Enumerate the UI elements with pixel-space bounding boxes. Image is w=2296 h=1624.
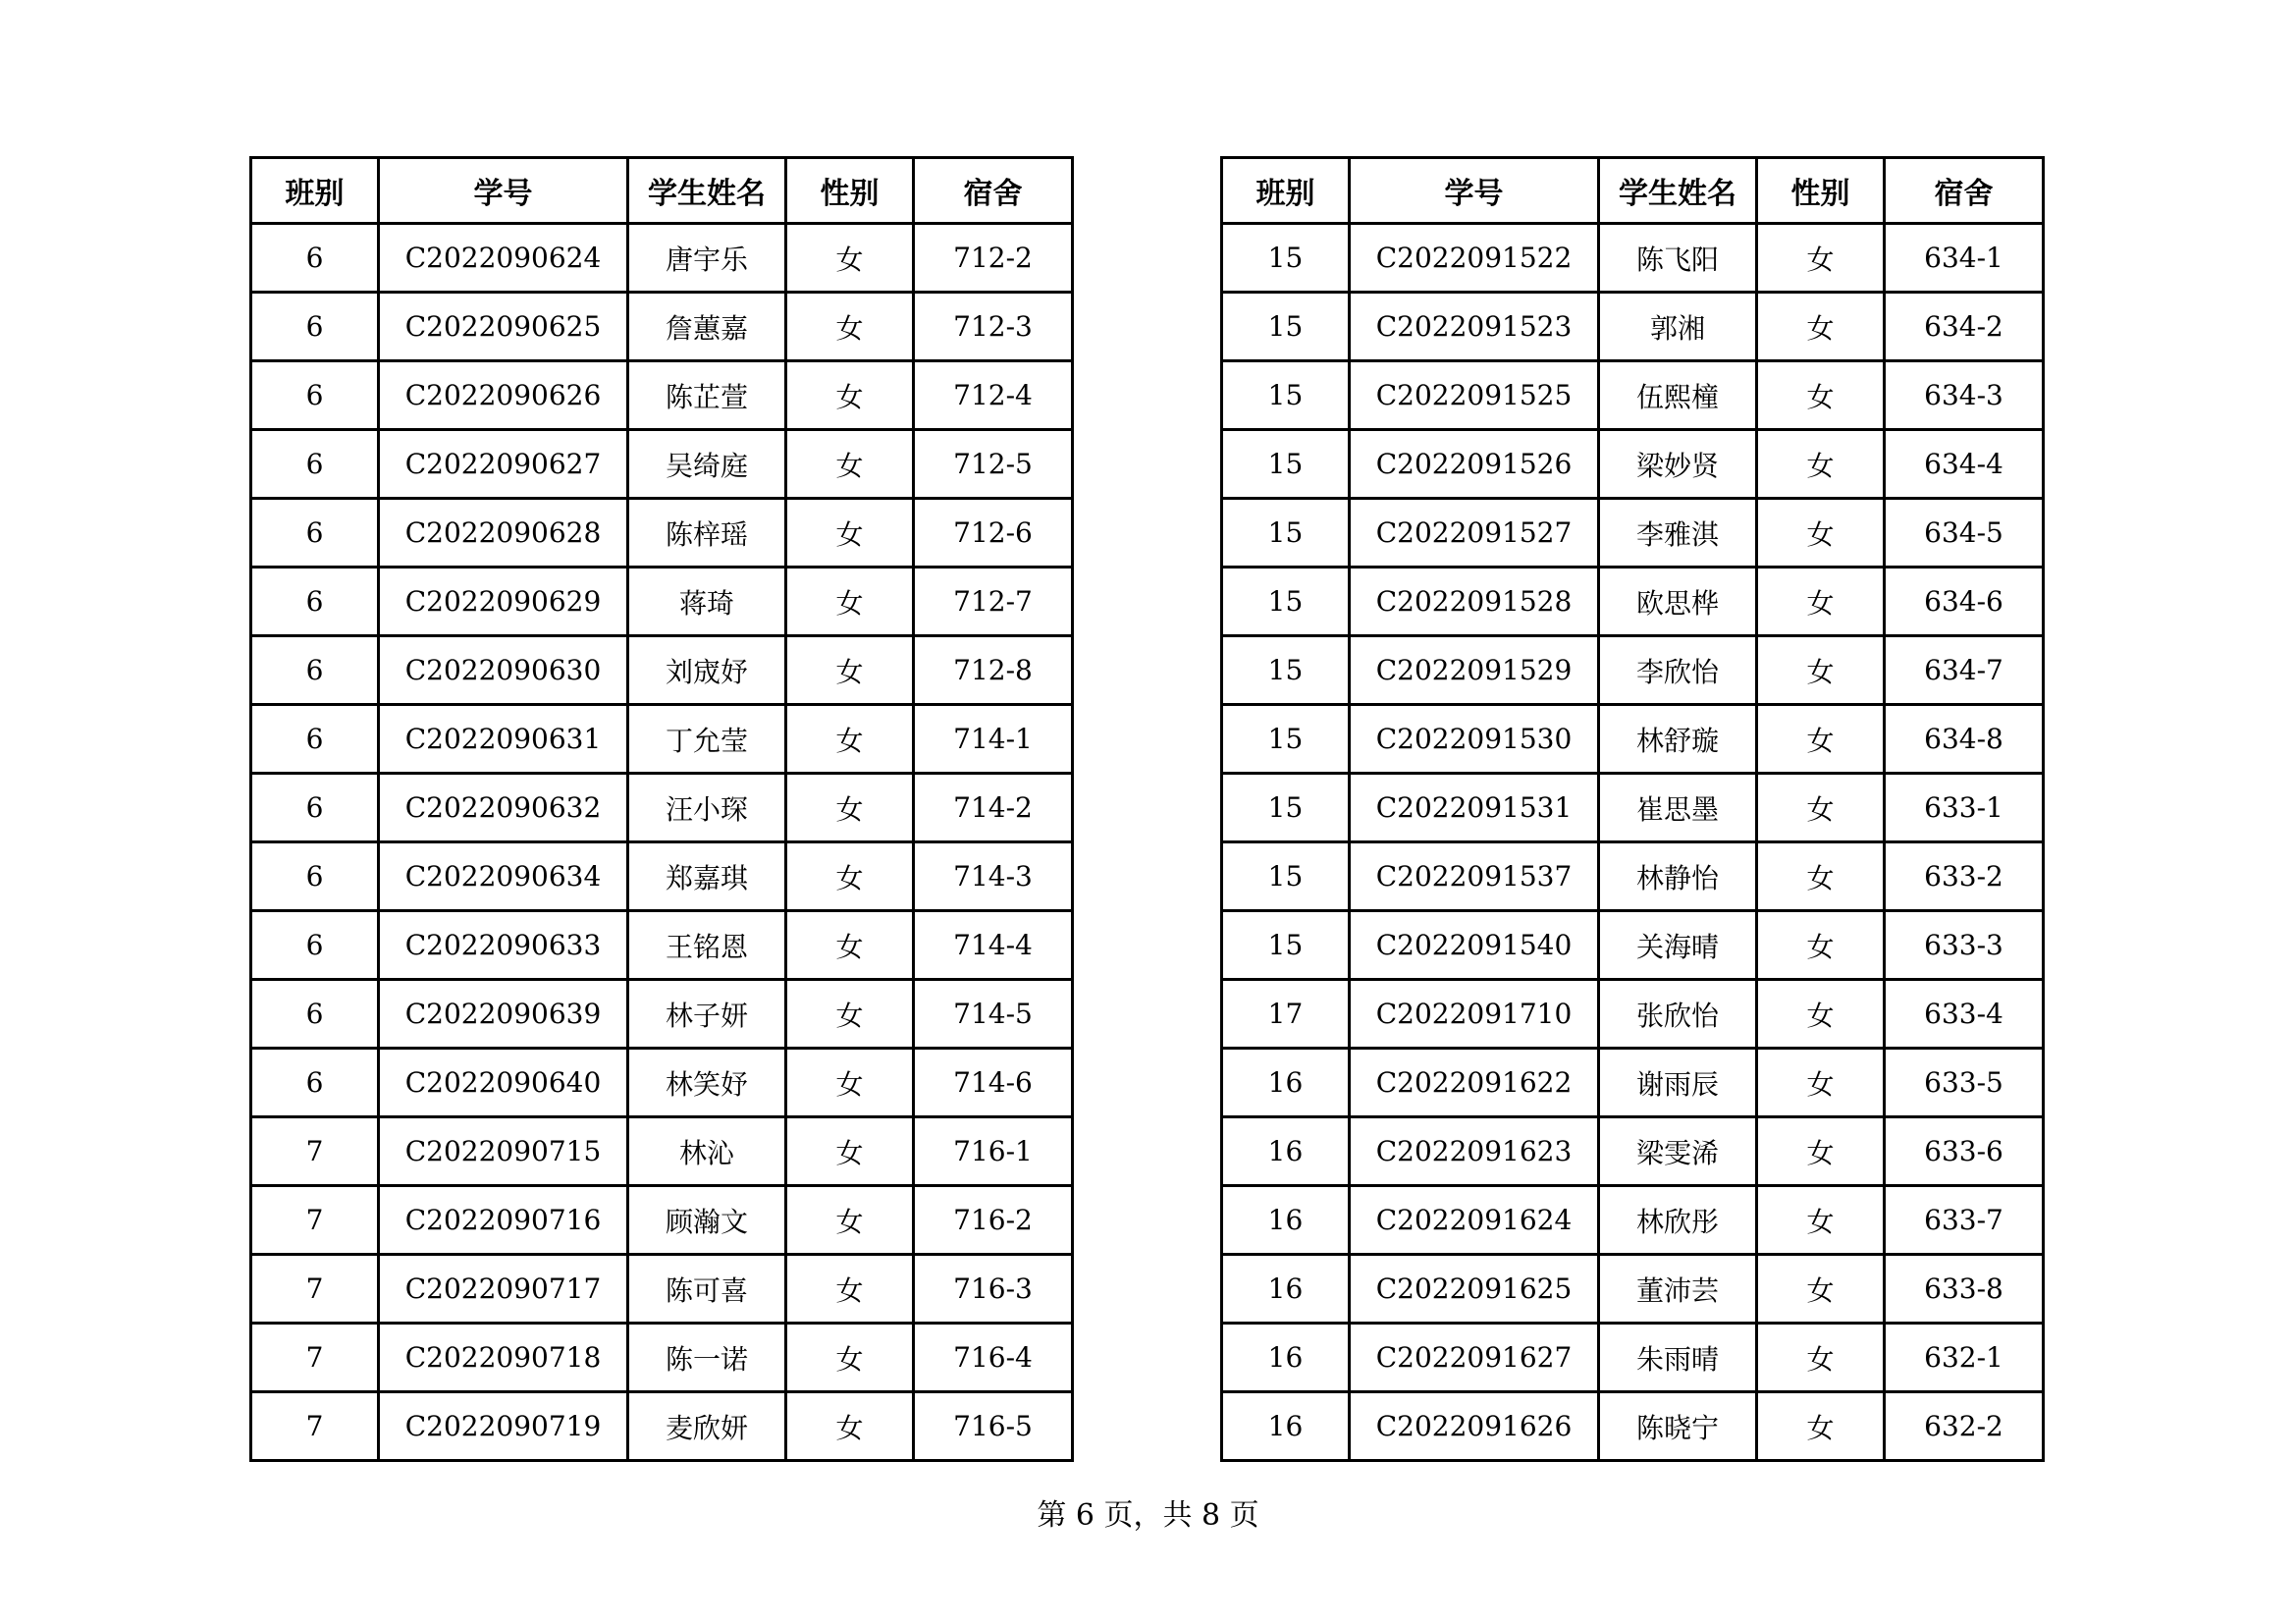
cell-class: 15 bbox=[1222, 911, 1350, 980]
cell-name: 朱雨晴 bbox=[1599, 1324, 1757, 1392]
table-row bbox=[1222, 430, 2044, 499]
cell-dorm: 716-4 bbox=[914, 1324, 1073, 1392]
cell-class: 16 bbox=[1222, 1255, 1350, 1324]
cell-gender: 女 bbox=[1757, 293, 1885, 361]
header-class: 班别 bbox=[1222, 158, 1350, 224]
table-row bbox=[1222, 774, 2044, 842]
cell-student-id: C2022090627 bbox=[379, 430, 628, 499]
cell-student-id: C2022091530 bbox=[1350, 705, 1599, 774]
cell-dorm: 712-2 bbox=[914, 224, 1073, 293]
cell-dorm: 714-5 bbox=[914, 980, 1073, 1049]
cell-class: 6 bbox=[251, 1049, 379, 1117]
cell-student-id: C2022090624 bbox=[379, 224, 628, 293]
cell-name: 崔思墨 bbox=[1599, 774, 1757, 842]
cell-name: 麦欣妍 bbox=[628, 1392, 786, 1461]
cell-class: 16 bbox=[1222, 1186, 1350, 1255]
cell-student-id: C2022091624 bbox=[1350, 1186, 1599, 1255]
cell-gender: 女 bbox=[786, 293, 914, 361]
table-row bbox=[1222, 568, 2044, 636]
cell-class: 15 bbox=[1222, 636, 1350, 705]
cell-student-id: C2022091622 bbox=[1350, 1049, 1599, 1117]
cell-class: 15 bbox=[1222, 705, 1350, 774]
table-row bbox=[1222, 636, 2044, 705]
cell-name: 王铭恩 bbox=[628, 911, 786, 980]
cell-class: 6 bbox=[251, 636, 379, 705]
cell-name: 李欣怡 bbox=[1599, 636, 1757, 705]
cell-class: 6 bbox=[251, 224, 379, 293]
cell-class: 15 bbox=[1222, 430, 1350, 499]
table-row bbox=[251, 361, 1073, 430]
cell-name: 林舒璇 bbox=[1599, 705, 1757, 774]
cell-student-id: C2022090634 bbox=[379, 842, 628, 911]
cell-dorm: 712-5 bbox=[914, 430, 1073, 499]
cell-dorm: 633-1 bbox=[1885, 774, 2044, 842]
cell-name: 陈一诺 bbox=[628, 1324, 786, 1392]
cell-gender: 女 bbox=[786, 911, 914, 980]
table-row bbox=[1222, 911, 2044, 980]
cell-dorm: 633-8 bbox=[1885, 1255, 2044, 1324]
cell-gender: 女 bbox=[786, 1186, 914, 1255]
cell-student-id: C2022091522 bbox=[1350, 224, 1599, 293]
cell-student-id: C2022090626 bbox=[379, 361, 628, 430]
cell-dorm: 633-2 bbox=[1885, 842, 2044, 911]
cell-dorm: 712-7 bbox=[914, 568, 1073, 636]
cell-class: 7 bbox=[251, 1255, 379, 1324]
cell-gender: 女 bbox=[786, 774, 914, 842]
table-row bbox=[251, 430, 1073, 499]
header-gender: 性别 bbox=[786, 158, 914, 224]
cell-student-id: C2022090625 bbox=[379, 293, 628, 361]
cell-name: 欧思桦 bbox=[1599, 568, 1757, 636]
cell-student-id: C2022090716 bbox=[379, 1186, 628, 1255]
cell-dorm: 712-3 bbox=[914, 293, 1073, 361]
cell-name: 谢雨辰 bbox=[1599, 1049, 1757, 1117]
cell-dorm: 634-6 bbox=[1885, 568, 2044, 636]
cell-student-id: C2022091527 bbox=[1350, 499, 1599, 568]
cell-class: 6 bbox=[251, 842, 379, 911]
cell-dorm: 716-2 bbox=[914, 1186, 1073, 1255]
table-row bbox=[1222, 1186, 2044, 1255]
cell-class: 6 bbox=[251, 499, 379, 568]
cell-gender: 女 bbox=[1757, 499, 1885, 568]
table-row bbox=[1222, 1255, 2044, 1324]
cell-name: 吴绮庭 bbox=[628, 430, 786, 499]
table-row bbox=[251, 705, 1073, 774]
cell-class: 6 bbox=[251, 568, 379, 636]
cell-student-id: C2022091710 bbox=[1350, 980, 1599, 1049]
right-roster-table bbox=[1220, 156, 2045, 1462]
table-row bbox=[251, 1324, 1073, 1392]
table-header-row bbox=[251, 158, 1073, 224]
cell-student-id: C2022091623 bbox=[1350, 1117, 1599, 1186]
cell-gender: 女 bbox=[1757, 1255, 1885, 1324]
cell-class: 6 bbox=[251, 774, 379, 842]
cell-class: 6 bbox=[251, 293, 379, 361]
cell-dorm: 634-8 bbox=[1885, 705, 2044, 774]
page-footer: 第 6 页，共 8 页 bbox=[1037, 1498, 1259, 1533]
cell-name: 陈芷萱 bbox=[628, 361, 786, 430]
table-row bbox=[251, 980, 1073, 1049]
cell-class: 15 bbox=[1222, 293, 1350, 361]
cell-gender: 女 bbox=[1757, 911, 1885, 980]
header-dorm: 宿舍 bbox=[914, 158, 1073, 224]
cell-student-id: C2022090717 bbox=[379, 1255, 628, 1324]
cell-class: 15 bbox=[1222, 774, 1350, 842]
cell-student-id: C2022090639 bbox=[379, 980, 628, 1049]
cell-student-id: C2022090640 bbox=[379, 1049, 628, 1117]
cell-student-id: C2022090633 bbox=[379, 911, 628, 980]
cell-dorm: 633-7 bbox=[1885, 1186, 2044, 1255]
table-header-row bbox=[1222, 158, 2044, 224]
cell-class: 6 bbox=[251, 361, 379, 430]
cell-dorm: 714-4 bbox=[914, 911, 1073, 980]
cell-dorm: 634-4 bbox=[1885, 430, 2044, 499]
cell-gender: 女 bbox=[1757, 1049, 1885, 1117]
header-gender: 性别 bbox=[1757, 158, 1885, 224]
table-row bbox=[1222, 1324, 2044, 1392]
cell-gender: 女 bbox=[1757, 636, 1885, 705]
cell-gender: 女 bbox=[786, 1255, 914, 1324]
cell-gender: 女 bbox=[786, 361, 914, 430]
cell-student-id: C2022091540 bbox=[1350, 911, 1599, 980]
cell-name: 陈梓瑶 bbox=[628, 499, 786, 568]
cell-dorm: 716-1 bbox=[914, 1117, 1073, 1186]
cell-student-id: C2022090715 bbox=[379, 1117, 628, 1186]
cell-student-id: C2022091626 bbox=[1350, 1392, 1599, 1461]
cell-name: 陈晓宁 bbox=[1599, 1392, 1757, 1461]
cell-gender: 女 bbox=[786, 705, 914, 774]
cell-dorm: 634-5 bbox=[1885, 499, 2044, 568]
table-row bbox=[251, 911, 1073, 980]
table-row bbox=[1222, 1117, 2044, 1186]
cell-name: 丁允莹 bbox=[628, 705, 786, 774]
cell-class: 6 bbox=[251, 705, 379, 774]
cell-dorm: 634-7 bbox=[1885, 636, 2044, 705]
header-student-id: 学号 bbox=[1350, 158, 1599, 224]
cell-name: 林欣彤 bbox=[1599, 1186, 1757, 1255]
cell-gender: 女 bbox=[1757, 224, 1885, 293]
cell-dorm: 716-5 bbox=[914, 1392, 1073, 1461]
table-row bbox=[251, 636, 1073, 705]
cell-class: 16 bbox=[1222, 1392, 1350, 1461]
table-row bbox=[1222, 980, 2044, 1049]
table-row bbox=[1222, 293, 2044, 361]
cell-class: 15 bbox=[1222, 499, 1350, 568]
table-row bbox=[1222, 842, 2044, 911]
cell-dorm: 633-4 bbox=[1885, 980, 2044, 1049]
cell-dorm: 714-1 bbox=[914, 705, 1073, 774]
table-row bbox=[1222, 1049, 2044, 1117]
table-row bbox=[251, 1186, 1073, 1255]
cell-student-id: C2022091625 bbox=[1350, 1255, 1599, 1324]
cell-name: 董沛芸 bbox=[1599, 1255, 1757, 1324]
cell-student-id: C2022090630 bbox=[379, 636, 628, 705]
table-row bbox=[251, 1049, 1073, 1117]
cell-student-id: C2022090629 bbox=[379, 568, 628, 636]
cell-gender: 女 bbox=[1757, 568, 1885, 636]
cell-name: 梁妙贤 bbox=[1599, 430, 1757, 499]
cell-class: 15 bbox=[1222, 842, 1350, 911]
cell-dorm: 633-6 bbox=[1885, 1117, 2044, 1186]
cell-student-id: C2022091528 bbox=[1350, 568, 1599, 636]
cell-gender: 女 bbox=[786, 1117, 914, 1186]
cell-class: 16 bbox=[1222, 1117, 1350, 1186]
cell-student-id: C2022091523 bbox=[1350, 293, 1599, 361]
cell-gender: 女 bbox=[1757, 1324, 1885, 1392]
cell-name: 陈飞阳 bbox=[1599, 224, 1757, 293]
header-name: 学生姓名 bbox=[1599, 158, 1757, 224]
cell-gender: 女 bbox=[1757, 1186, 1885, 1255]
cell-student-id: C2022091531 bbox=[1350, 774, 1599, 842]
header-dorm: 宿舍 bbox=[1885, 158, 2044, 224]
cell-gender: 女 bbox=[786, 842, 914, 911]
cell-class: 15 bbox=[1222, 224, 1350, 293]
cell-student-id: C2022090632 bbox=[379, 774, 628, 842]
cell-gender: 女 bbox=[786, 1049, 914, 1117]
cell-dorm: 712-6 bbox=[914, 499, 1073, 568]
cell-gender: 女 bbox=[786, 224, 914, 293]
cell-gender: 女 bbox=[1757, 705, 1885, 774]
cell-name: 汪小琛 bbox=[628, 774, 786, 842]
cell-gender: 女 bbox=[1757, 980, 1885, 1049]
cell-class: 15 bbox=[1222, 568, 1350, 636]
cell-name: 詹蕙嘉 bbox=[628, 293, 786, 361]
cell-dorm: 634-1 bbox=[1885, 224, 2044, 293]
table-row bbox=[251, 293, 1073, 361]
cell-name: 关海晴 bbox=[1599, 911, 1757, 980]
table-row bbox=[1222, 499, 2044, 568]
cell-dorm: 712-4 bbox=[914, 361, 1073, 430]
cell-name: 刘宬妤 bbox=[628, 636, 786, 705]
cell-name: 陈可喜 bbox=[628, 1255, 786, 1324]
table-row bbox=[1222, 224, 2044, 293]
cell-name: 顾瀚文 bbox=[628, 1186, 786, 1255]
cell-gender: 女 bbox=[786, 568, 914, 636]
cell-student-id: C2022090718 bbox=[379, 1324, 628, 1392]
cell-name: 林沁 bbox=[628, 1117, 786, 1186]
cell-dorm: 712-8 bbox=[914, 636, 1073, 705]
table-row bbox=[1222, 705, 2044, 774]
cell-student-id: C2022090628 bbox=[379, 499, 628, 568]
cell-gender: 女 bbox=[1757, 430, 1885, 499]
header-name: 学生姓名 bbox=[628, 158, 786, 224]
cell-gender: 女 bbox=[786, 980, 914, 1049]
cell-name: 林子妍 bbox=[628, 980, 786, 1049]
cell-dorm: 634-3 bbox=[1885, 361, 2044, 430]
cell-gender: 女 bbox=[1757, 1392, 1885, 1461]
left-roster-table bbox=[249, 156, 1074, 1462]
cell-gender: 女 bbox=[1757, 361, 1885, 430]
cell-student-id: C2022090719 bbox=[379, 1392, 628, 1461]
cell-name: 蒋琦 bbox=[628, 568, 786, 636]
cell-name: 梁雯浠 bbox=[1599, 1117, 1757, 1186]
cell-class: 7 bbox=[251, 1117, 379, 1186]
cell-name: 伍熙橦 bbox=[1599, 361, 1757, 430]
cell-name: 林笑妤 bbox=[628, 1049, 786, 1117]
cell-dorm: 714-3 bbox=[914, 842, 1073, 911]
cell-class: 16 bbox=[1222, 1049, 1350, 1117]
cell-class: 6 bbox=[251, 430, 379, 499]
header-class: 班别 bbox=[251, 158, 379, 224]
table-row bbox=[1222, 361, 2044, 430]
cell-dorm: 632-1 bbox=[1885, 1324, 2044, 1392]
cell-student-id: C2022091526 bbox=[1350, 430, 1599, 499]
cell-dorm: 633-5 bbox=[1885, 1049, 2044, 1117]
cell-class: 6 bbox=[251, 911, 379, 980]
cell-gender: 女 bbox=[1757, 1117, 1885, 1186]
table-row bbox=[1222, 1392, 2044, 1461]
cell-dorm: 633-3 bbox=[1885, 911, 2044, 980]
table-row bbox=[251, 774, 1073, 842]
table-row bbox=[251, 568, 1073, 636]
cell-name: 张欣怡 bbox=[1599, 980, 1757, 1049]
cell-class: 17 bbox=[1222, 980, 1350, 1049]
cell-class: 15 bbox=[1222, 361, 1350, 430]
cell-dorm: 716-3 bbox=[914, 1255, 1073, 1324]
cell-gender: 女 bbox=[786, 636, 914, 705]
cell-student-id: C2022091525 bbox=[1350, 361, 1599, 430]
cell-name: 郭湘 bbox=[1599, 293, 1757, 361]
header-student-id: 学号 bbox=[379, 158, 628, 224]
right-table-body bbox=[1222, 224, 2044, 1461]
table-row bbox=[251, 842, 1073, 911]
cell-student-id: C2022091627 bbox=[1350, 1324, 1599, 1392]
table-row bbox=[251, 499, 1073, 568]
cell-name: 唐宇乐 bbox=[628, 224, 786, 293]
cell-class: 6 bbox=[251, 980, 379, 1049]
cell-dorm: 714-2 bbox=[914, 774, 1073, 842]
table-row bbox=[251, 1392, 1073, 1461]
cell-class: 7 bbox=[251, 1392, 379, 1461]
cell-dorm: 632-2 bbox=[1885, 1392, 2044, 1461]
cell-name: 郑嘉琪 bbox=[628, 842, 786, 911]
cell-student-id: C2022090631 bbox=[379, 705, 628, 774]
cell-student-id: C2022091529 bbox=[1350, 636, 1599, 705]
table-row bbox=[251, 224, 1073, 293]
cell-gender: 女 bbox=[786, 1392, 914, 1461]
cell-gender: 女 bbox=[1757, 842, 1885, 911]
cell-gender: 女 bbox=[786, 499, 914, 568]
cell-gender: 女 bbox=[1757, 774, 1885, 842]
cell-class: 7 bbox=[251, 1324, 379, 1392]
left-table-body bbox=[251, 224, 1073, 1461]
cell-dorm: 634-2 bbox=[1885, 293, 2044, 361]
table-row bbox=[251, 1255, 1073, 1324]
table-row bbox=[251, 1117, 1073, 1186]
cell-class: 16 bbox=[1222, 1324, 1350, 1392]
cell-gender: 女 bbox=[786, 430, 914, 499]
cell-name: 林静怡 bbox=[1599, 842, 1757, 911]
cell-gender: 女 bbox=[786, 1324, 914, 1392]
cell-student-id: C2022091537 bbox=[1350, 842, 1599, 911]
cell-name: 李雅淇 bbox=[1599, 499, 1757, 568]
cell-class: 7 bbox=[251, 1186, 379, 1255]
cell-dorm: 714-6 bbox=[914, 1049, 1073, 1117]
